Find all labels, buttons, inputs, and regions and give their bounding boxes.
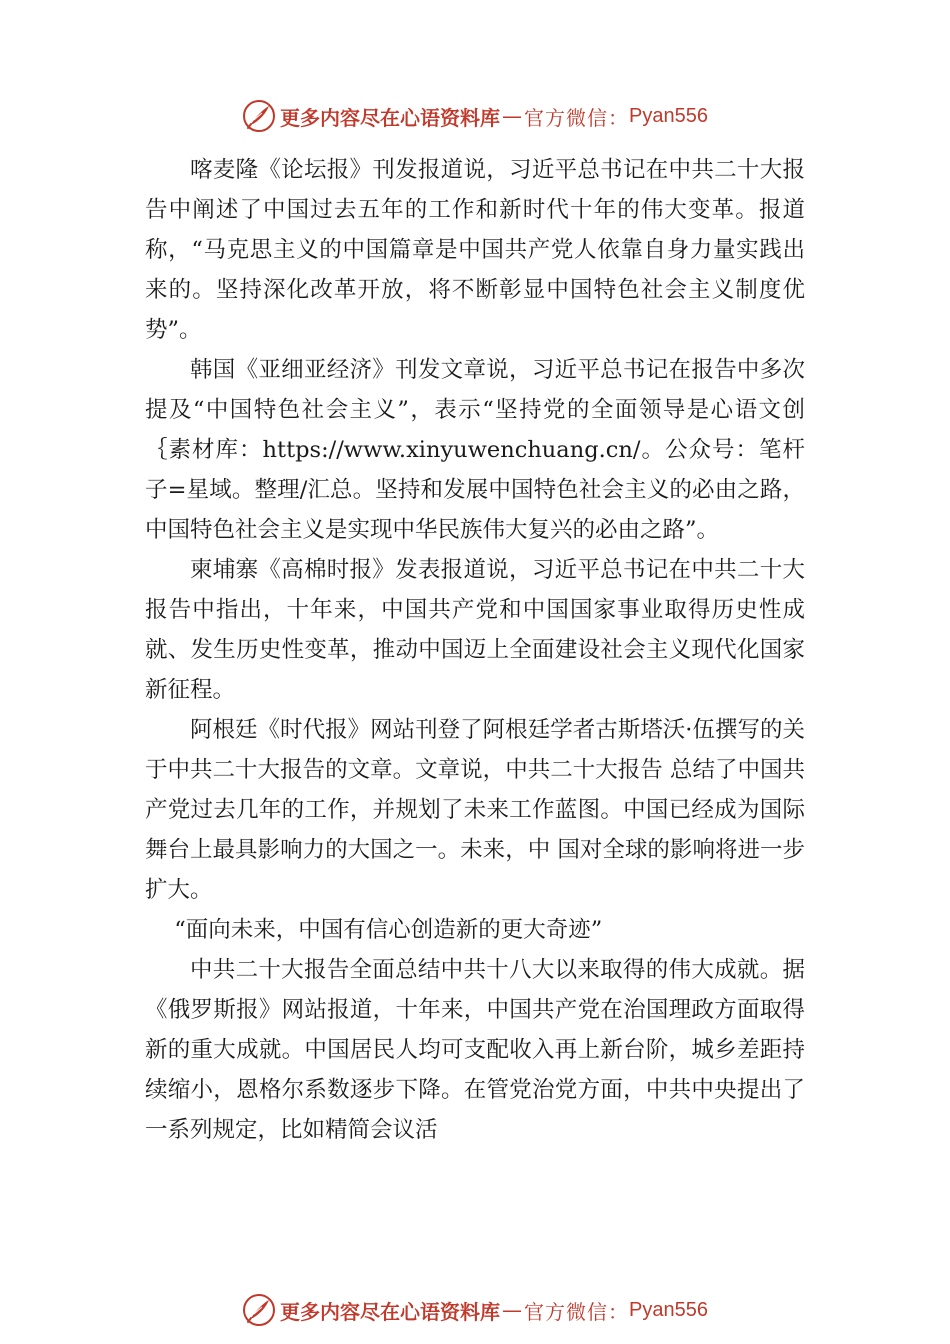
banner-main-text: 更多内容尽在心语资料库 <box>280 105 501 130</box>
section-heading: “面向未来，中国有信心创造新的更大奇迹” <box>174 917 603 943</box>
paragraph-cameroon: 喀麦隆《论坛报》刊发报道说，习近平总书记在中共二十大报告中阐述了中国过去五年的工作和新时代十年的伟大变革。报道称，“马克思主义的中国篇章是中国共产党人依靠自身力量实践出来的。坚持深化改革开放，将不断彰显中国特色社会主义制度优势”。 <box>145 157 805 343</box>
paragraph-korea: 韩国《亚细亚经济》刊发文章说，习近平总书记在报告中多次提及“中国特色社会主义”，表示“坚持党的全面领导是心语文创｛素材库：https://www.xinyuwenchuang.cn/。公众号：笔杆子=星域。整理/汇总。坚持和发展中国特色社会主义的必由之路，中国特色社会主义是实现中华民族伟大复兴的必由之路”。 <box>145 357 805 543</box>
banner-sub-text: 官方微信： <box>524 1299 630 1324</box>
feather-pen-logo-icon <box>242 1293 276 1327</box>
paragraph-cambodia: 柬埔寨《高棉时报》发表报道说，习近平总书记在中共二十大报告中指出，十年来，中国共产党和中国国家事业取得历史性成就、发生历史性变革，推动中国迈上全面建设社会主义现代化国家新征程。 <box>145 557 805 703</box>
header-banner <box>0 94 950 138</box>
banner-wechat-id: Pyan556 <box>629 1298 708 1321</box>
article-body <box>145 150 805 1150</box>
paragraph-argentina: 阿根廷《时代报》网站刊登了阿根廷学者古斯塔沃·伍撰写的关于中共二十大报告的文章。文章说，中共二十大报告 总结了中国共产党过去几年的工作，并规划了未来工作蓝图。中国已经成为国际舞台上最具影响力的大国之一。未来，中 国对全球的影响将进一步扩大。 <box>145 717 805 903</box>
banner-dash: — <box>502 104 523 128</box>
feather-pen-logo-icon <box>242 99 276 133</box>
banner-wechat-id: Pyan556 <box>629 104 708 127</box>
banner-dash: — <box>502 1298 523 1322</box>
paragraph-russia: 中共二十大报告全面总结中共十八大以来取得的伟大成就。据《俄罗斯报》网站报道，十年来，中国共产党在治国理政方面取得新的重大成就。中国居民人均可支配收入再上新台阶，城乡差距持续缩小，恩格尔系数逐步下降。在管党治党方面，中共中央提出了一系列规定，比如精简会议活 <box>145 957 805 1143</box>
banner-sub-text: 官方微信： <box>524 105 630 130</box>
banner-main-text: 更多内容尽在心语资料库 <box>280 1299 501 1324</box>
footer-banner <box>0 1288 950 1332</box>
